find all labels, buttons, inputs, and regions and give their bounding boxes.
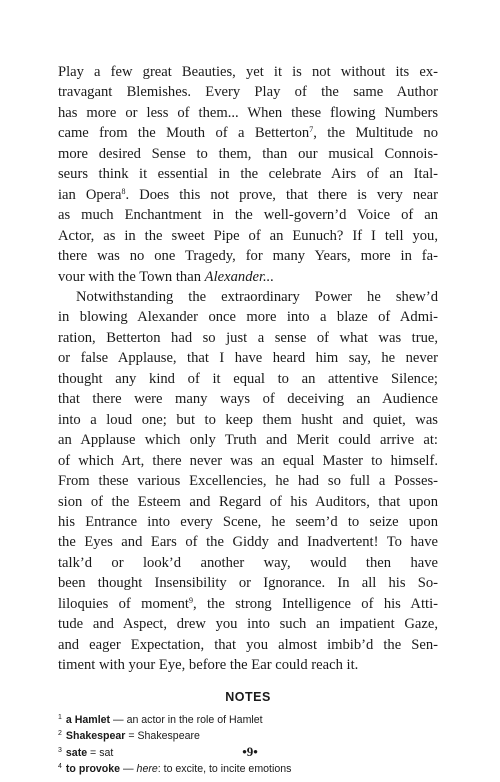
text-line	[58, 185, 438, 205]
page-number-value: 9	[246, 744, 254, 759]
text-line: talk’d or look’d another way, would then have	[58, 554, 438, 571]
text-line: travagant Blemishes. Every Play of the same Author	[58, 84, 438, 101]
text-line: his Entrance into every Scene, he seem’d to seize upon	[58, 513, 438, 530]
text-line	[58, 594, 438, 614]
text-line: the Eyes and Ears of the Giddy and Inadvertent! To have	[58, 534, 438, 551]
text-line: ration, Betterton had so just a sense of what was true,	[58, 329, 438, 346]
page-content	[58, 62, 438, 777]
italic-title: Alexander...	[204, 268, 274, 285]
text-line: or false Applause, that I have heard him say, he never	[58, 350, 438, 367]
note-separator: =	[125, 730, 138, 743]
text-segment: , the Multitude no	[313, 125, 438, 142]
body-text	[58, 62, 438, 676]
note-term: Shakespear	[65, 730, 126, 743]
text-line: an Applause which only Truth and Merit could arrive at:	[58, 432, 438, 449]
text-line: Notwithstanding the extraordinary Power he shew’d	[76, 288, 438, 305]
text-line: From these various Excellencies, he had so full a Posses-	[58, 473, 438, 490]
text-line: thought any kind of it equal to an attentive Silence;	[58, 370, 438, 387]
text-line: timent with your Eye, before the Ear could reach it.	[58, 657, 359, 674]
note-number: 4	[58, 763, 62, 771]
text-segment: . Does this not prove, that there is very near	[125, 186, 438, 203]
note-usage-label: here	[136, 763, 158, 776]
notes-heading: NOTES	[225, 689, 271, 704]
note-separator: =	[87, 746, 100, 759]
text-line: has more or less of them... When these flowing Numbers	[58, 104, 438, 121]
footnote-marker: 9	[189, 595, 193, 605]
page-number	[0, 744, 500, 760]
text-line: in blowing Alexander once more into a blaze of Admi-	[58, 309, 438, 326]
text-line: more desired Sense to them, than our musical Connois-	[58, 145, 438, 162]
text-line: and eager Expectation, that you almost imbib’d the Sen-	[58, 636, 438, 653]
text-line: that there were many ways of deceiving an Audience	[58, 391, 438, 408]
note-number: 3	[58, 746, 62, 754]
note-number: 2	[58, 730, 62, 738]
note-item	[58, 727, 438, 744]
text-segment: liloquies of moment	[58, 595, 189, 612]
text-line	[58, 123, 438, 143]
text-segment: , the strong Intelligence of his Atti-	[193, 595, 438, 612]
text-segment: ian Opera	[58, 186, 122, 203]
text-line: seurs think it essential in the celebrate Airs of an Ital-	[58, 166, 438, 183]
note-term: sate	[65, 746, 88, 759]
footnote-marker: 8	[121, 186, 126, 196]
text-line: of which Art, there never was an equal Master to himself.	[58, 452, 438, 469]
text-line: Actor, as in the sweet Pipe of an Eunuch? If I tell you,	[58, 227, 438, 244]
note-definition: : to excite, to incite emotions	[157, 763, 292, 776]
text-line: as much Enchantment in the well-govern’d Voice of an	[58, 207, 438, 224]
text-line: there was no one Tragedy, for many Years, more in fa-	[58, 248, 438, 265]
note-item	[58, 711, 438, 728]
note-definition: an actor in the role of Hamlet	[126, 713, 263, 726]
footnote-marker: 7	[309, 125, 314, 135]
note-term: a Hamlet	[65, 713, 111, 726]
text-line: Play a few great Beauties, yet it is not without its ex-	[58, 64, 438, 80]
text-segment: came from the Mouth of a Betterton	[58, 125, 310, 142]
text-line: been thought Insensibility or Ignorance. In all his So-	[58, 575, 438, 592]
page-number-dot-left: •	[242, 744, 247, 759]
paragraph	[58, 62, 438, 287]
note-term: to provoke	[65, 763, 121, 776]
text-line: vour with the Town than Alexander...	[58, 268, 274, 285]
note-number: 1	[58, 713, 62, 721]
paragraph	[58, 287, 438, 676]
note-definition: Shakespeare	[137, 730, 200, 743]
text-line: sion of the Esteem and Regard of his Auditors, that upon	[58, 493, 438, 510]
note-definition: sat	[99, 746, 114, 759]
note-separator: —	[110, 713, 127, 726]
note-item	[58, 760, 438, 777]
note-separator: —	[120, 763, 137, 776]
text-line: tude and Aspect, drew you into such an impatient Gaze,	[58, 616, 438, 633]
text-line: into a loud one; but to keep them husht and quiet, was	[58, 411, 438, 428]
page-number-dot-right: •	[253, 744, 258, 759]
